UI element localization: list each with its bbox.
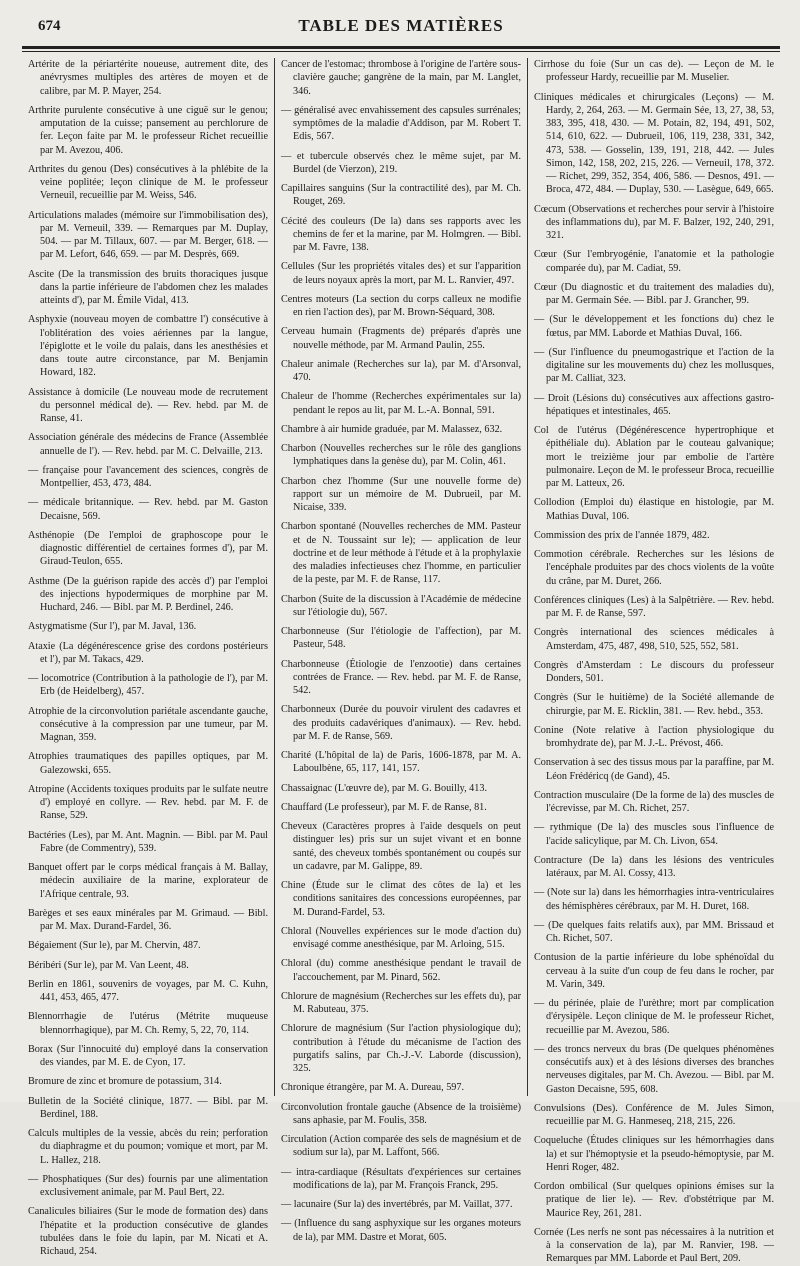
index-entry: Charbon spontané (Nouvelles recherches de MM. Pasteur et de N. Toussaint sur le); — application de leur doctrine et de leur méthode à l'étude et à la prophylaxie des maladies infectieuses chez l'homme, en particulier de la peste, par M. F. de Ranse, 117.	[281, 521, 521, 586]
index-entry: Cécité des couleurs (De la) dans ses rapports avec les chemins de fer et la marine, par M. Holmgren. — Bibl. par M. Favre, 138.	[281, 215, 521, 253]
index-entry: Ascite (De la transmission des bruits thoraciques jusque dans la partie inférieure de l'abdomen chez les malades atteints d'), par M. Émile Vidal, 413.	[28, 268, 268, 306]
index-entry: Commotion cérébrale. Recherches sur les lésions de l'encéphale produites par des chocs violents de la voûte du crâne, par M. Duret, 266.	[534, 549, 774, 587]
index-entry: Congrès (Sur le huitième) de la Société allemande de chirurgie, par M. E. Ricklin, 381. — Rev. hebd., 353.	[534, 692, 774, 717]
index-entry: Chloral (Nouvelles expériences sur le mode d'action du) envisagé comme anesthésique, par M. Arloing, 515.	[281, 925, 521, 950]
index-entry: — généralisé avec envahissement des capsules surrénales; symptômes de la maladie d'Addison, par M. Robert T. Edis, 567.	[281, 104, 521, 143]
index-entry: Cordon ombilical (Sur quelques opinions émises sur la pratique de lier le). — Rev. d'obstétrique par M. Maurice Rey, 261, 281.	[534, 1181, 774, 1219]
index-entry: Coqueluche (Études cliniques sur les hémorrhagies dans la) et sur l'hémoptysie et la pseudo-hémoptysie, par M. Henri Roger, 482.	[534, 1135, 774, 1173]
index-entry: — Droit (Lésions du) consécutives aux affections gastro-hépatiques et intestinales, 465.	[534, 392, 774, 417]
index-entry: Asphyxie (nouveau moyen de combattre l') consécutive à l'oblitération des voies aériennes par la langue, l'épiglotte et le voile du palais, dans les anesthésies et dans toute autre circonstance, par M. Benjamin Howard, 182.	[28, 314, 268, 379]
index-entry: Charbon (Suite de la discussion à l'Académie de médecine sur l'étiologie du), 567.	[281, 593, 521, 618]
index-entry: Arthrites du genou (Des) consécutives à la phlébite de la veine poplitée; leçon clinique de M. le professeur Verneuil, recueillie par M. Weiss, 546.	[28, 163, 268, 202]
index-column-left	[22, 58, 274, 1257]
index-entry: Charbon chez l'homme (Sur une nouvelle forme de) rapport sur un mémoire de M. Dubrueil, par M. Nicaise, 339.	[281, 475, 521, 513]
index-entry: Cirrhose du foie (Sur un cas de). — Leçon de M. le professeur Hardy, recueillie par M. Muselier.	[534, 59, 774, 84]
header-rule	[22, 46, 780, 49]
index-entry: Centres moteurs (La section du corps calleux ne modifie en rien l'action des), par M. Brown-Séquard, 308.	[281, 293, 521, 318]
index-column-middle	[274, 58, 527, 1243]
index-entry: Chine (Étude sur le climat des côtes de la) et les conditions sanitaires des concessions européennes, par M. Durand-Fardel, 53.	[281, 880, 521, 918]
index-entry: Bulletin de la Société clinique, 1877. — Bibl. par M. Berdinel, 188.	[28, 1095, 268, 1120]
index-entry: Charbonneux (Durée du pouvoir virulent des cadavres et des produits cadavériques d'animaux). — Rev. hebd. par M. F. de Ranse, 569.	[281, 704, 521, 742]
index-entry: Cœur (Du diagnostic et du traitement des maladies du), par M. Germain Sée. — Bibl. par J. Grancher, 99.	[534, 281, 774, 306]
index-entry: Charité (L'hôpital de la) de Paris, 1606-1878, par M. A. Laboulbène, 65, 117, 141, 157.	[281, 750, 521, 775]
index-entry: Cancer de l'estomac; thrombose à l'origine de l'artère sous-clavière gauche; gangrène de la main, par M. Langlet, 346.	[281, 59, 521, 97]
index-entry: Chaleur animale (Recherches sur la), par M. d'Arsonval, 470.	[281, 358, 521, 383]
index-entry: Borax (Sur l'innocuité du) employé dans la conservation des viandes, par M. E. de Cyon, 17.	[28, 1043, 268, 1068]
index-entry: Congrès international des sciences médicales à Amsterdam, 475, 487, 498, 510, 525, 552, 581.	[534, 627, 774, 652]
index-entry: Banquet offert par le corps médical français à M. Ballay, médecin auxiliaire de la marine, explorateur de l'Afrique centrale, 93.	[28, 862, 268, 900]
index-entry: Atrophie de la circonvolution pariétale ascendante gauche, consécutive à la compression par une tumeur, par M. Magnan, 359.	[28, 705, 268, 743]
page-number: 674	[38, 18, 61, 34]
index-entry: — intra-cardiaque (Résultats d'expériences sur certaines modifications de la), par M. François Franck, 295.	[281, 1166, 521, 1191]
index-entry: — des troncs nerveux du bras (De quelques phénomènes consécutifs aux) et à des lésions diverses des branches nerveuses digitales, par M. Ch. Avezou. — Bibl. par M. Gaston Decaisne, 595, 608.	[534, 1043, 774, 1095]
page-title: TABLE DES MATIÈRES	[298, 16, 504, 35]
index-entry: Capillaires sanguins (Sur la contractilité des), par M. Ch. Rouget, 269.	[281, 183, 521, 208]
index-entry: Cheveux (Caractères propres à l'aide desquels on peut distinguer les) pris sur un sujet vivant et en bonne santé, des cheveux tombés spontanément ou coupés sur un cadavre, par M. Galippe, 89.	[281, 821, 521, 872]
index-entry: Collodion (Emploi du) élastique en histologie, par M. Mathias Duval, 106.	[534, 497, 774, 522]
header-rule-thin	[22, 51, 780, 52]
index-entry: Atropine (Accidents toxiques produits par le sulfate neutre d') employé en collyre. — Rev. hebd. par M. F. de Ranse, 529.	[28, 783, 268, 822]
index-entry: — (De quelques faits relatifs aux), par MM. Brissaud et Ch. Richet, 507.	[534, 919, 774, 944]
index-entry: Asthme (De la guérison rapide des accès d') par l'emploi des injections hypodermiques de morphine par M. Huchard, 246. — Bibl. par M. P. Berdinel, 246.	[28, 575, 268, 613]
index-entry: — lacunaire (Sur la) des invertébrés, par M. Vaillat, 377.	[281, 1199, 513, 1210]
index-entry: Commission des prix de l'année 1879, 482.	[534, 529, 710, 541]
index-entry: — rythmique (De la) des muscles sous l'influence de l'acide salicylique, par M. Ch. Livon, 654.	[534, 822, 774, 847]
index-entry: — (Sur le développement et les fonctions du) chez le fœtus, par MM. Laborde et Mathias Duval, 166.	[534, 314, 774, 339]
index-entry: Berlin en 1861, souvenirs de voyages, par M. C. Kuhn, 441, 453, 465, 477.	[28, 978, 268, 1003]
index-entry: Canalicules biliaires (Sur le mode de formation des) dans l'hépatite et la production consécutive de glandes tubulées dans le foie du lapin, par M. Nicati et A. Richaud, 254.	[28, 1206, 268, 1257]
index-entry: Bactéries (Les), par M. Ant. Magnin. — Bibl. par M. Paul Fabre (de Commentry), 539.	[28, 829, 268, 854]
index-column-right	[527, 58, 780, 1265]
index-entry: Charbonneuse (Sur l'étiologie de l'affection), par M. Pasteur, 548.	[281, 626, 521, 651]
index-entry: Cœcum (Observations et recherches pour servir à l'histoire des inflammations du), par M. F. Balzer, 192, 240, 291, 321.	[534, 203, 774, 241]
index-entry: — française pour l'avancement des sciences, congrès de Montpellier, 453, 473, 484.	[28, 464, 268, 489]
index-entry: Artérite de la périartérite noueuse, autrement dite, des anévrysmes multiples des artères de moyen et de calibre, par M. P. Mayer, 254.	[28, 59, 268, 97]
index-entry: Chloral (du) comme anesthésique pendant le travail de l'accouchement, par M. Pinard, 562.	[281, 958, 521, 983]
index-entry: — (Note sur la) dans les hémorrhagies intra-ventriculaires des hémisphères cérébraux, par M. H. Duret, 168.	[534, 887, 774, 912]
index-entry: — du périnée, plaie de l'urèthre; mort par complication d'érysipèle. Leçon clinique de M. le professeur Richet, recueillie par M. Avezou, 586.	[534, 998, 774, 1036]
index-entry: Cœur (Sur l'embryogénie, l'anatomie et la pathologie comparée du), par M. Cadiat, 59.	[534, 249, 774, 274]
index-entry: Calculs multiples de la vessie, abcès du rein; perforation du diaphragme et du poumon; vomique et mort, par M. L. Hallez, 218.	[28, 1128, 268, 1166]
index-entry: — locomotrice (Contribution à la pathologie de l'), par M. Erb (de Heidelberg), 457.	[28, 673, 268, 698]
index-entry: Assistance à domicile (Le nouveau mode de recrutement du personnel médical de). — Rev. hebd. par M. de Ranse, 41.	[28, 386, 268, 424]
index-entry: Blennorrhagie de l'utérus (Métrite muqueuse blennorrhagique), par M. Ch. Remy, 5, 22, 70, 114.	[28, 1011, 268, 1036]
index-entry: Bégaiement (Sur le), par M. Chervin, 487.	[28, 940, 201, 952]
index-entry: Circonvolution frontale gauche (Absence de la troisième) sans aphasie, par M. Foulis, 358.	[281, 1101, 521, 1126]
index-entry: Contracture (De la) dans les lésions des ventricules latéraux, par M. Al. Cossy, 413.	[534, 854, 774, 879]
index-entry: Convulsions (Des). Conférence de M. Jules Simon, recueillie par M. G. Hanmeseq, 218, 215, 226.	[534, 1102, 774, 1127]
index-entry: Conservation à sec des tissus mous par la paraffine, par M. Léon Frédéricq (de Gand), 45.	[534, 757, 774, 782]
index-entry: Ataxie (La dégénérescence grise des cordons postérieurs et l'), par M. Takacs, 429.	[28, 640, 268, 665]
index-entry: Cerveau humain (Fragments de) préparés d'après une nouvelle méthode, par M. Armand Paulin, 255.	[281, 326, 521, 351]
index-entry: Chronique étrangère, par M. A. Dureau, 597.	[281, 1082, 465, 1094]
page-header	[22, 12, 780, 34]
index-entry: Chassaignac (L'œuvre de), par M. G. Bouilly, 413.	[281, 782, 488, 794]
index-entry: Conférences cliniques (Les) à la Salpêtrière. — Rev. hebd. par M. F. de Ranse, 597.	[534, 594, 774, 619]
index-entry: Arthrite purulente consécutive à une ciguë sur le genou; amputation de la cuisse; pansement au perchlorure de fer. Leçon faite par M. le professeur Richet recueillie par M. Avezou, 406.	[28, 104, 268, 156]
index-entry: Articulations malades (mémoire sur l'immobilisation des), par M. Verneuil, 339. — Remarques par M. Duplay, 504. — par M. Tillaux, 607. — par M. Berger, 618. — par M. Lefort, 646, 659. — par M. Desprès, 669.	[28, 209, 268, 261]
index-entry: Association générale des médecins de France (Assemblée annuelle de l'). — Rev. hebd. par M. C. Delvaille, 213.	[28, 432, 268, 457]
index-entry: Col de l'utérus (Dégénérescence hypertrophique et épithéliale du). Ablation par le couteau galvanique; mort le treizième jour par embolie de l'artère pulmonaire. Leçon de M. le professeur Broca, recueillie par M. Latteux, 26.	[534, 425, 774, 489]
index-entry: Circulation (Action comparée des sels de magnésium et de sodium sur la), par M. Laffont, 566.	[281, 1134, 521, 1159]
index-columns	[22, 58, 780, 1265]
index-entry: Bromure de zinc et bromure de potassium, 314.	[28, 1076, 222, 1088]
index-entry: Barèges et ses eaux minérales par M. Grimaud. — Bibl. par M. Max. Durand-Fardel, 36.	[28, 907, 268, 932]
index-entry: Asthénopie (De l'emploi de graphoscope pour le diagnostic différentiel de certaines formes d'), par M. Giraud-Teulon, 655.	[28, 529, 268, 568]
index-entry: — (Sur l'influence du pneumogastrique et l'action de la digitaline sur les mouvements du) chez les mollusques, par M. Calliat, 323.	[534, 346, 774, 385]
index-entry: Chlorure de magnésium (Sur l'action physiologique du); contribution à l'étude du mécanisme de l'action des purgatifs salins, par Ch.-J.-V. Laborde (discussion), 325.	[281, 1023, 521, 1074]
index-entry: Charbon (Nouvelles recherches sur le rôle des ganglions lymphatiques dans la genèse du), par M. Colin, 461.	[281, 443, 521, 468]
index-entry: Chaleur de l'homme (Recherches expérimentales sur la) pendant le repos au lit, par M. L.-A. Bonnal, 591.	[281, 391, 521, 416]
index-entry: Contusion de la partie inférieure du lobe sphénoïdal du cerveau à la suite d'un coup de feu dans le rocher, par M. Varin, 349.	[534, 952, 774, 990]
index-entry: Conine (Note relative à l'action physiologique du bromhydrate de), par M. J.-L. Prévost, 466.	[534, 724, 774, 749]
index-entry: Contraction musculaire (De la forme de la) des muscles de l'écrevisse, par M. Ch. Richet, 257.	[534, 789, 774, 814]
index-entry: Chauffard (Le professeur), par M. F. de Ranse, 81.	[281, 801, 487, 813]
index-entry: Cornée (Les nerfs ne sont pas nécessaires à la nutrition et à la conservation de la), par M. Ranvier, 198. — Remarques par MM. Laborde et Paul Bert, 209.	[534, 1226, 774, 1265]
index-entry: — et tubercule observés chez le même sujet, par M. Burdel (de Vierzon), 219.	[281, 150, 521, 175]
index-entry: Congrès d'Amsterdam : Le discours du professeur Donders, 501.	[534, 659, 774, 684]
index-entry: Cellules (Sur les propriétés vitales des) et sur l'apparition de leurs noyaux après la mort, par M. L. Ranvier, 497.	[281, 261, 521, 286]
index-entry: — Phosphatiques (Sur des) fournis par une alimentation exclusivement animale, par M. Paul Bert, 22.	[28, 1173, 268, 1198]
index-entry: Chambre à air humide graduée, par M. Malassez, 632.	[281, 423, 503, 435]
index-entry: — (Influence du sang asphyxique sur les organes moteurs de la), par MM. Dastre et Morat, 605.	[281, 1218, 521, 1243]
index-entry: Cliniques médicales et chirurgicales (Leçons) — M. Hardy, 2, 264, 263. — M. Germain Sée, 13, 27, 38, 53, 383, 395, 418, 430. — M. Potain, 82, 194, 491, 502, 514, 610, 622. — Dubrueil, 106, 119, 238, 331, 342, 473, 538. — Gosselin, 139, 191, 218, 442. — Jules Simon, 142, 158, 202, 215, 226. — Verneuil, 178, 372. — Richet, 299, 352, 354, 406, 586. — Desnos, 491. — Broca, 472, 484. — Duplay, 530. — Lasègue, 649, 665.	[534, 91, 774, 196]
index-entry: Béribéri (Sur le), par M. Van Leent, 48.	[28, 959, 189, 971]
index-entry: — médicale britannique. — Rev. hebd. par M. Gaston Decaisne, 569.	[28, 497, 268, 522]
index-entry: Astygmatisme (Sur l'), par M. Javal, 136.	[28, 621, 197, 633]
index-entry: Chlorure de magnésium (Recherches sur les effets du), par M. Rabuteau, 375.	[281, 990, 521, 1015]
index-entry: Atrophies traumatiques des papilles optiques, par M. Galezowski, 655.	[28, 751, 268, 776]
index-entry: Charbonneuse (Étiologie de l'enzootie) dans certaines contrées de France. — Rev. hebd. par M. F. de Ranse, 542.	[281, 658, 521, 696]
